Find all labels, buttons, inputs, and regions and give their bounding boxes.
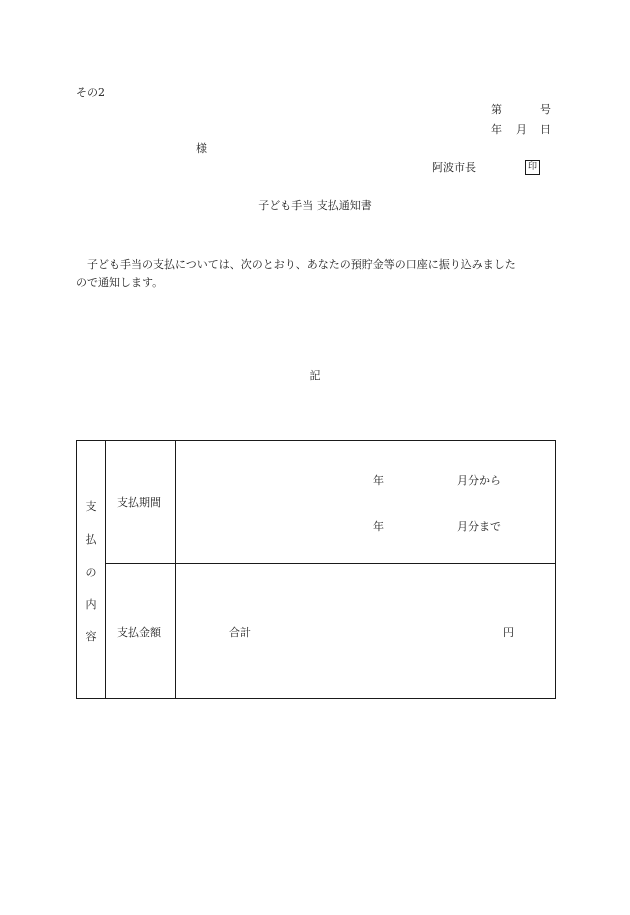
date-month-label: 月	[516, 123, 527, 136]
notice-body	[76, 256, 556, 292]
period-from-year-label: 年	[373, 474, 384, 487]
ki-section-marker: 記	[309, 369, 321, 382]
payment-details-table	[76, 440, 556, 699]
side-label-char: 支	[85, 500, 97, 513]
document-title: 子ども手当 支払通知書	[258, 199, 372, 212]
table-divider	[105, 563, 555, 564]
side-label-char: の	[85, 566, 97, 579]
form-number: その2	[76, 86, 105, 99]
table-divider	[175, 441, 176, 698]
side-label-char: 払	[85, 533, 97, 546]
notice-body-line-1: 子ども手当の支払については、次のとおり、あなたの預貯金等の口座に振り込みました	[87, 258, 516, 271]
table-divider	[105, 441, 106, 698]
document-number-suffix: 号	[540, 103, 551, 116]
date-year-label: 年	[491, 123, 502, 136]
notice-body-line-2: ので通知します。	[76, 276, 164, 289]
period-to-year-label: 年	[373, 520, 384, 533]
addressee-honorific: 様	[196, 142, 207, 155]
payment-amount-label: 支払金額	[117, 626, 161, 639]
period-from-month-label: 月分から	[457, 474, 501, 487]
date-day-label: 日	[540, 123, 551, 136]
period-to-month-label: 月分まで	[457, 520, 501, 533]
payment-period-label: 支払期間	[117, 496, 161, 509]
amount-total-label: 合計	[229, 626, 251, 639]
document-number-prefix: 第	[491, 103, 502, 116]
payment-contents-side-label	[77, 441, 105, 698]
amount-currency-label: 円	[503, 626, 514, 639]
issuer-name: 阿波市長	[432, 161, 476, 174]
side-label-char: 内	[85, 598, 97, 611]
seal-stamp-icon: 印	[525, 160, 540, 175]
side-label-char: 容	[85, 630, 97, 643]
